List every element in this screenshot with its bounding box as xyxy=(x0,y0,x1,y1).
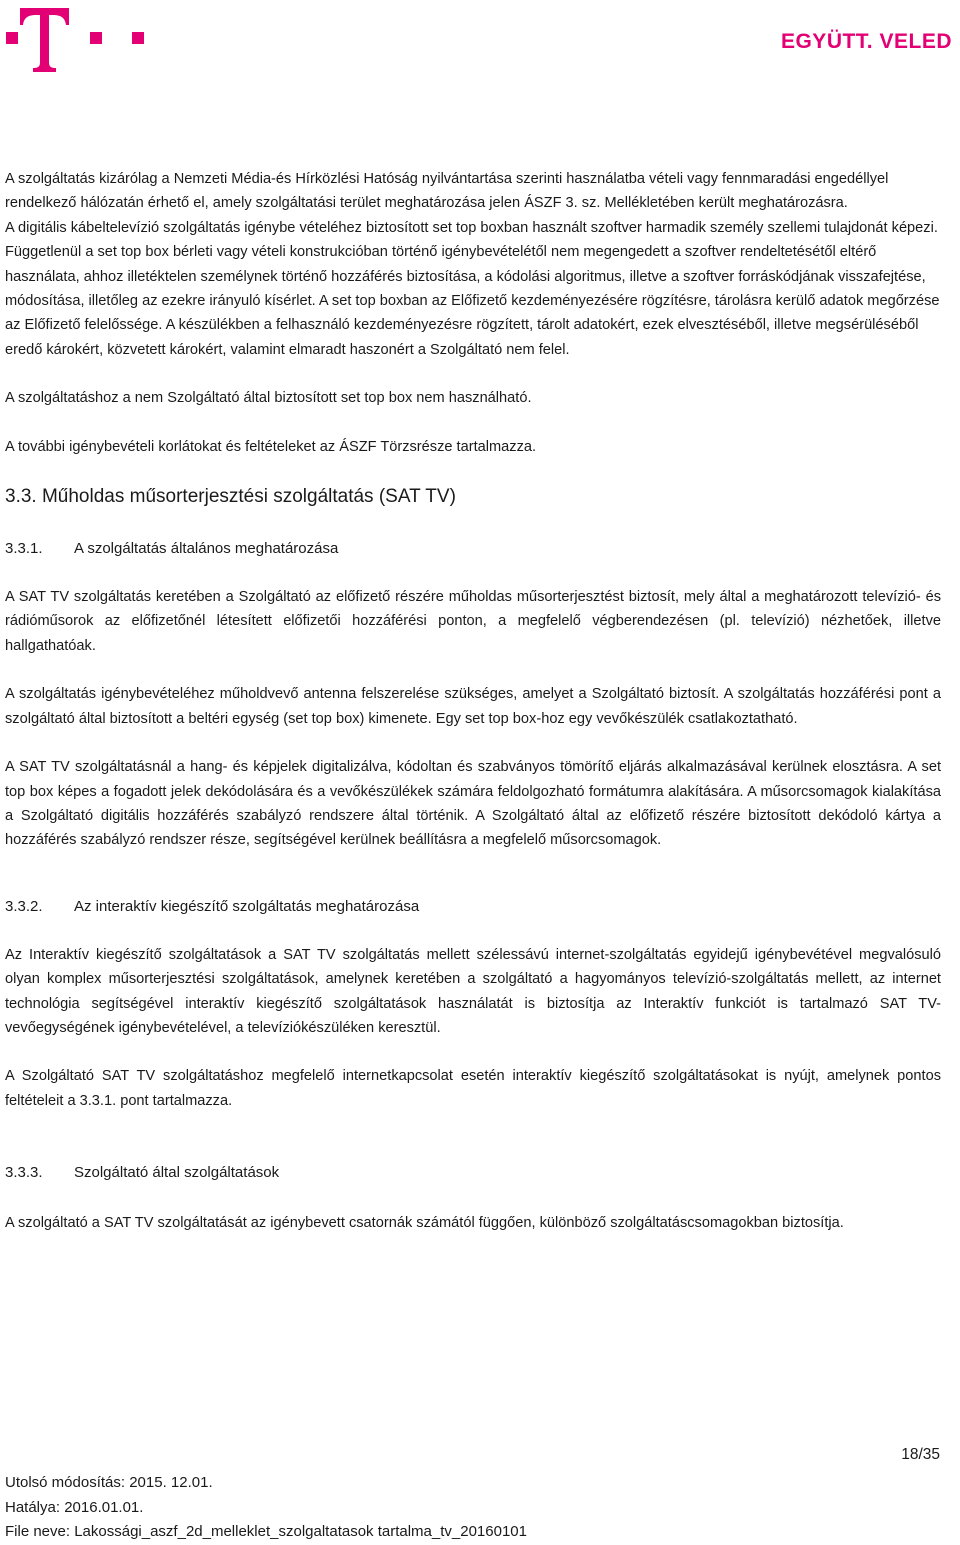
section-heading-3-3-3 xyxy=(5,1161,941,1185)
telekom-logo xyxy=(6,6,146,72)
paragraph-packages: A szolgáltató a SAT TV szolgáltatását az igénybevett csatornák számától függően, különböző szolgáltatáscsomagokban biztosítja. xyxy=(5,1215,844,1232)
logo-square-3 xyxy=(132,32,144,44)
page-number: 18/35 xyxy=(901,1446,940,1463)
section-number: 3.3.2. xyxy=(5,897,43,915)
footer-modified: Utolsó módosítás: 2015. 12.01. xyxy=(5,1474,213,1491)
logo-square-1 xyxy=(6,32,18,44)
section-number: 3.3.3. xyxy=(5,1164,43,1182)
paragraph-coverage: A szolgáltatás kizárólag a Nemzeti Média-és Hírközlési Hatóság nyilvántartása szerinti használatba vételi vagy fennmaradási engedéllyel rendelkező hálózatán érhető el, amely szolgáltatási terület meghatározása jelen ÁSZF 3. sz. Mellékletében került meghatározásra. xyxy=(5,171,889,212)
paragraph-interactive-definition: Az Interaktív kiegészítő szolgáltatások a SAT TV szolgáltatás mellett szélessávú internet-szolgáltatás egyidejű igénybevétével megvalósuló olyan komplex műsorterjesztési szolgáltatások, amelynek keretében a szolgáltató a hagyományos televízió-szolgáltatás mellett, az internet technológia segítségével interaktív kiegészítő szolgáltatások használatát is biztosítja az Interaktív funkciót is tartalmazó SAT TV-vevőegységének igénybevételével, a televíziókészüléken keresztül. xyxy=(5,946,941,1036)
section-title: Szolgáltató által szolgáltatások xyxy=(74,1164,280,1182)
footer-filename: File neve: Lakossági_aszf_2d_melleklet_szolgaltatasok tartalma_tv_20160101 xyxy=(5,1523,527,1540)
paragraph-sat-signals: A SAT TV szolgáltatásnál a hang- és képjelek digitalizálva, kódoltan és szabványos tömörítő eljárás alkalmazásával kerülnek elosztásra. A set top box képes a fogadott jelek dekódolására és a vevőkészülékek számára feldolgozható formátumra alakítására. A műsorcsomagok kialakítása a Szolgáltató digitális hozzáférés szabályzó rendszere által történik. A Szolgáltató által az előfizető részére biztosított dekódoló kártya a hozzáférés szabályzó rendszer része, segítségével kerülnek beállításra a megfelelő műsorcsomagok. xyxy=(5,759,941,849)
brand-slogan: EGYÜTT. VELED xyxy=(780,30,952,53)
paragraph-sat-definition: A SAT TV szolgáltatás keretében a Szolgáltató az előfizető részére műholdas műsorterjesztést biztosít, mely által a meghatározott televízió- és rádióműsorok az előfizetőnél létesített előfizetői hozzáférési ponton, a megfelelő végberendezésen (pl. televízió) nézhetőek, illetve hallgathatóak. xyxy=(5,589,941,654)
section-title: Az interaktív kiegészítő szolgáltatás meghatározása xyxy=(74,897,420,915)
paragraph-settopbox: A szolgáltatáshoz a nem Szolgáltató által biztosított set top box nem használható. xyxy=(5,390,532,407)
logo-t-shape xyxy=(20,8,69,72)
paragraph-limits: A további igénybevételi korlátokat és feltételeket az ÁSZF Törzsrésze tartalmazza. xyxy=(5,438,537,455)
page-footer xyxy=(5,1471,527,1545)
section-title: A szolgáltatás általános meghatározása xyxy=(74,540,339,558)
logo-square-2 xyxy=(90,32,102,44)
document-body xyxy=(5,167,941,1236)
paragraph-interactive-conditions: A Szolgáltató SAT TV szolgáltatáshoz megfelelő internetkapcsolat esetén interaktív kiegészítő szolgáltatásokat is nyújt, amelynek pontos feltételeit a 3.3.1. pont tartalmazza. xyxy=(5,1068,941,1109)
footer-effective: Hatálya: 2016.01.01. xyxy=(5,1498,144,1516)
section-heading-3-3-2 xyxy=(5,895,941,919)
section-heading-3-3: 3.3. Műholdas műsorterjesztési szolgáltatás (SAT TV) xyxy=(5,486,456,508)
section-number: 3.3.1. xyxy=(5,540,43,558)
paragraph-sat-antenna: A szolgáltatás igénybevételéhez műholdvevő antenna felszerelése szükséges, amelyet a Szolgáltató biztosít. A szolgáltatás hozzáférési pont a szolgáltató által biztosított a beltéri egység (set top box) kimenete. Egy set top box-hoz egy vevőkészülék csatlakoztatható. xyxy=(5,686,941,727)
paragraph-software: A digitális kábeltelevízió szolgáltatás igénybe vételéhez biztosított set top boxban használt szoftver harmadik személy szellemi tulajdonát képezi. Függetlenül a set top box bérleti vagy vételi konstrukcióban történő igénybevételétől nem megengedett a szoftver rendeltetésétől eltérő használata, ahhoz illetéktelen személynek történő hozzáférés biztosítása, a kódolási algoritmus, illetve a szoftver forráskódjának visszafejtése, módosítása, illetőleg az ezekre irányuló kísérlet. A set top boxban az Előfizető kezdeményezésére rögzítésre, tárolásra kerülő adatok megőrzése az Előfizető felelőssége. A készülékben a felhasználó kezdeményezésre rögzített, tárolt adatokért, ezek elvesztéséből, illetve megsérüléséből eredő károkért, közvetett károkért, valamint elmaradt haszonért a Szolgáltató nem felel. xyxy=(5,219,940,358)
section-heading-3-3-1 xyxy=(5,537,941,561)
